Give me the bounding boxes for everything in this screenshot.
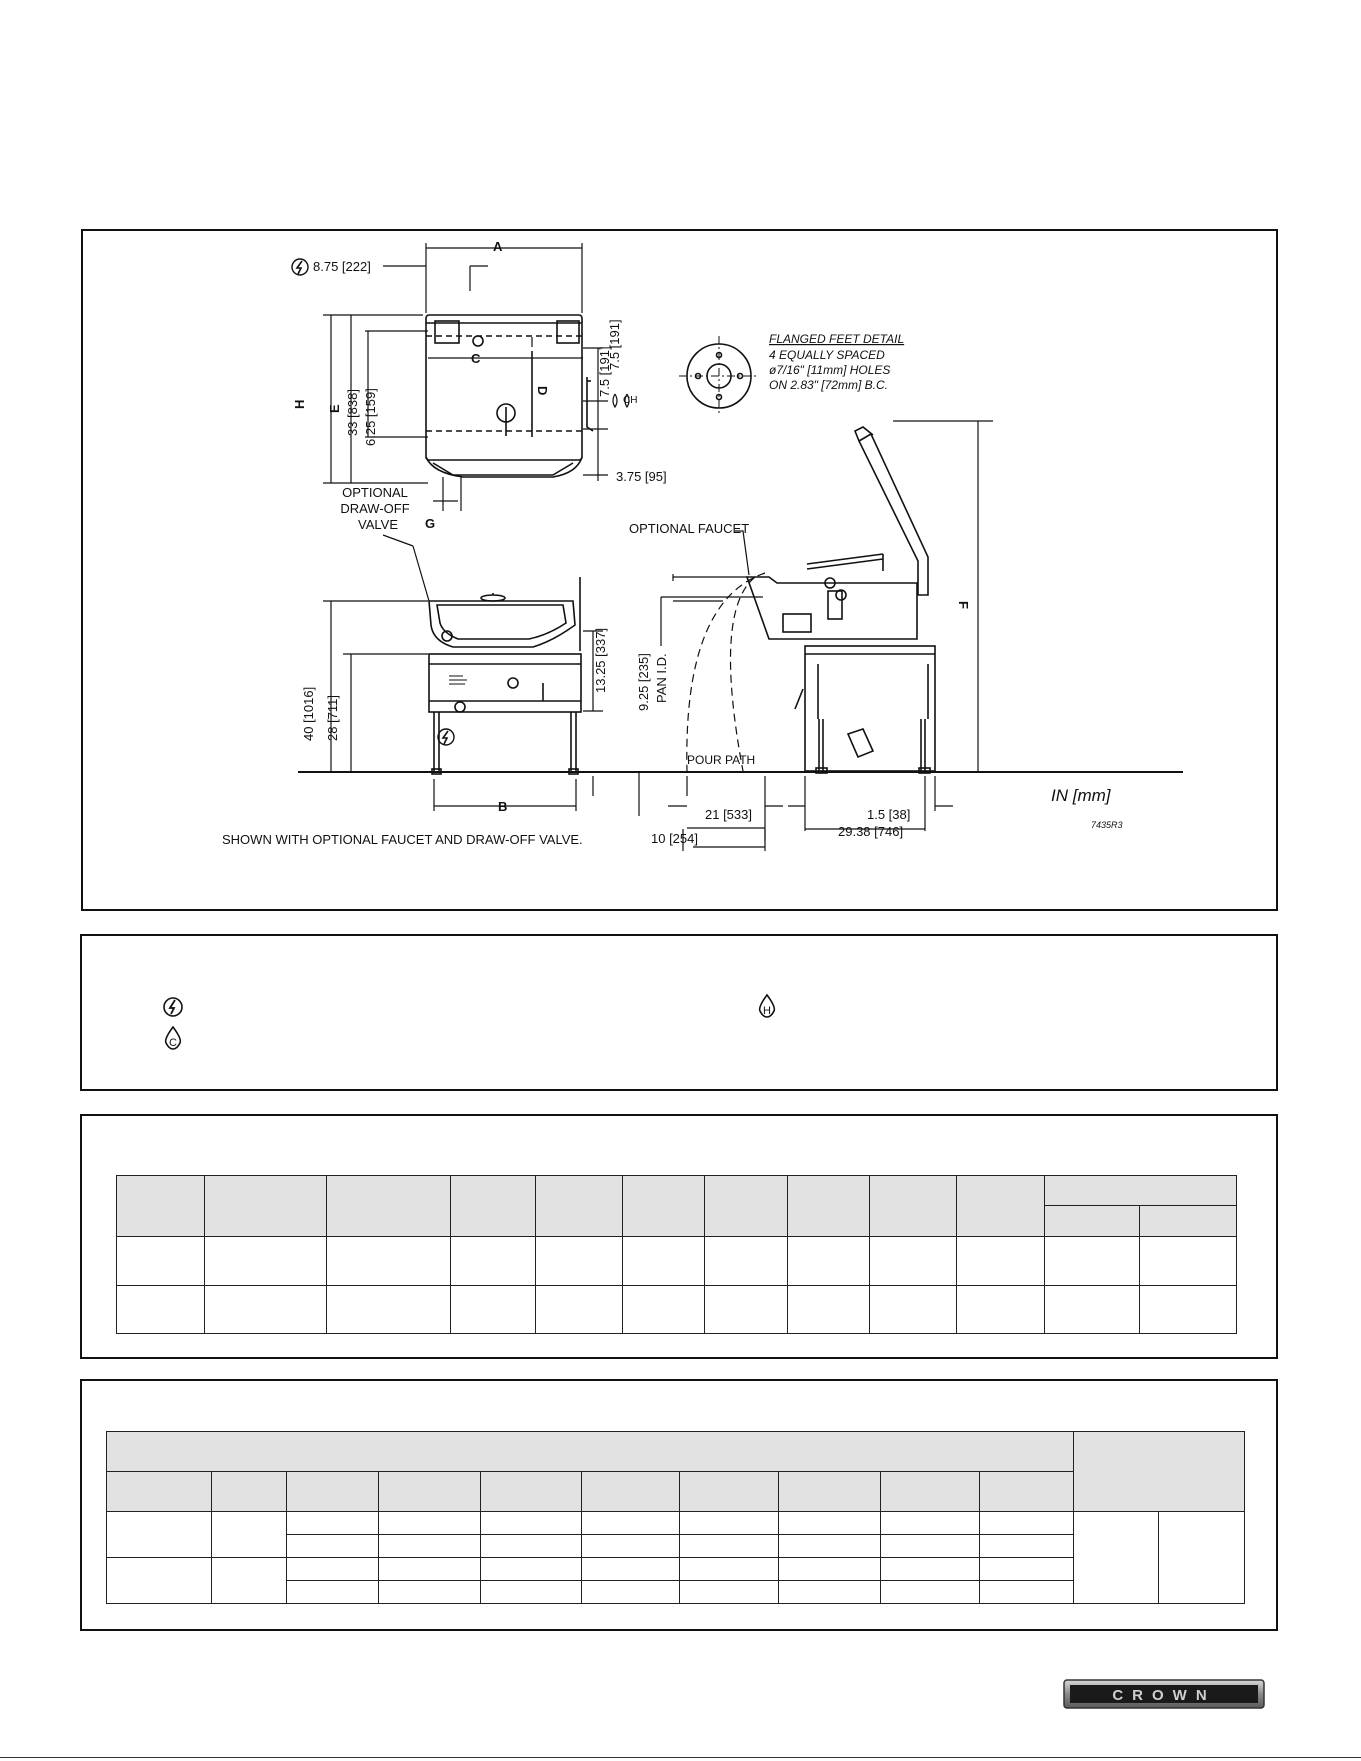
- water-connection-label: CH: [623, 395, 638, 406]
- flanged-feet-line1: 4 EQUALLY SPACED: [769, 348, 885, 362]
- dimensions-table-panel: [80, 1114, 1278, 1359]
- pour-path: [687, 573, 765, 771]
- flanged-feet-title: FLANGED FEET DETAIL: [769, 332, 905, 346]
- dim-label-33: 33 [838]: [345, 389, 360, 436]
- dim-label-28: 28 [711]: [325, 694, 340, 741]
- dim-label-elec-offset: 8.75 [222]: [313, 259, 371, 274]
- front-lightning-bolt-icon: [438, 729, 454, 745]
- technical-drawing: [83, 231, 1276, 909]
- dim-label-a: A: [493, 239, 503, 254]
- dim-label-75-top: 7.5 [191]: [607, 319, 622, 370]
- side-labels: [629, 521, 1123, 846]
- dim-label-10: 10 [254]: [651, 831, 698, 846]
- optional-faucet-label: OPTIONAL FAUCET: [629, 521, 750, 536]
- hot-symbol: H: [763, 1005, 771, 1017]
- dim-label-e: E: [327, 404, 342, 413]
- draw-off-label-1: OPTIONAL: [342, 485, 408, 500]
- plan-view: [426, 315, 593, 477]
- dim-label-375: 3.75 [95]: [616, 469, 667, 484]
- electrical-table: [106, 1431, 1245, 1604]
- front-elevation: [429, 577, 581, 774]
- dim-label-d: D: [535, 386, 550, 396]
- table-row: [117, 1237, 1237, 1286]
- hot-water-drop-icon: [756, 993, 778, 1019]
- dim-label-f: F: [956, 601, 971, 609]
- flanged-feet-line2: ø7/16" [11mm] HOLES: [769, 363, 891, 377]
- pan-id-label: PAN I.D.: [654, 653, 669, 703]
- bottom-rule: [0, 1757, 1361, 1758]
- dim-label-h: H: [292, 399, 307, 409]
- dim-label-2938: 29.38 [746]: [838, 824, 904, 839]
- dim-label-pan-id: 9.25 [235]: [636, 653, 651, 711]
- electrical-table-panel: [80, 1379, 1278, 1631]
- dim-label-g: G: [425, 516, 436, 531]
- plan-dimensions: [323, 243, 608, 511]
- dim-label-625: 6.25 [159]: [363, 388, 378, 446]
- dim-label-1325: 13.25 [337]: [593, 627, 608, 693]
- lightning-bolt-icon: [292, 259, 308, 275]
- drawing-number: 7435R3: [1091, 820, 1123, 830]
- cold-water-drop-icon: [162, 1025, 184, 1051]
- units-label: IN [mm]: [1051, 786, 1111, 805]
- dim-label-75: 7.5 [191]: [597, 346, 612, 397]
- flanged-feet-text: [769, 332, 904, 392]
- lightning-bolt-icon: [162, 995, 184, 1019]
- connections-legend-panel: [80, 934, 1278, 1091]
- side-dimensions: [639, 421, 993, 851]
- flanged-feet-detail: [679, 336, 759, 416]
- table-row: [107, 1512, 1245, 1535]
- draw-off-label-3: VALVE: [358, 517, 398, 532]
- cold-symbol: C: [169, 1037, 177, 1049]
- side-elevation: [747, 427, 935, 773]
- dim-label-15: 1.5 [38]: [867, 807, 911, 822]
- dim-label-c: C: [471, 351, 481, 366]
- flanged-feet-line3: ON 2.83" [72mm] B.C.: [769, 378, 888, 392]
- faucet-leader-line: [735, 531, 749, 575]
- draw-off-label-2: DRAW-OFF: [340, 501, 410, 516]
- crown-logo: [1063, 1679, 1265, 1709]
- front-labels: [222, 485, 608, 847]
- dimensions-table: [116, 1175, 1237, 1334]
- technical-drawing-panel: [81, 229, 1278, 911]
- shown-with-note: SHOWN WITH OPTIONAL FAUCET AND DRAW-OFF VALVE.: [222, 832, 583, 847]
- dim-label-21: 21 [533]: [705, 807, 752, 822]
- table-row: [117, 1286, 1237, 1334]
- logo-text: CROWN: [1112, 1687, 1216, 1704]
- pour-path-label: POUR PATH: [687, 753, 756, 767]
- dim-label-40: 40 [1016]: [301, 686, 316, 741]
- dim-label-b: B: [498, 799, 508, 814]
